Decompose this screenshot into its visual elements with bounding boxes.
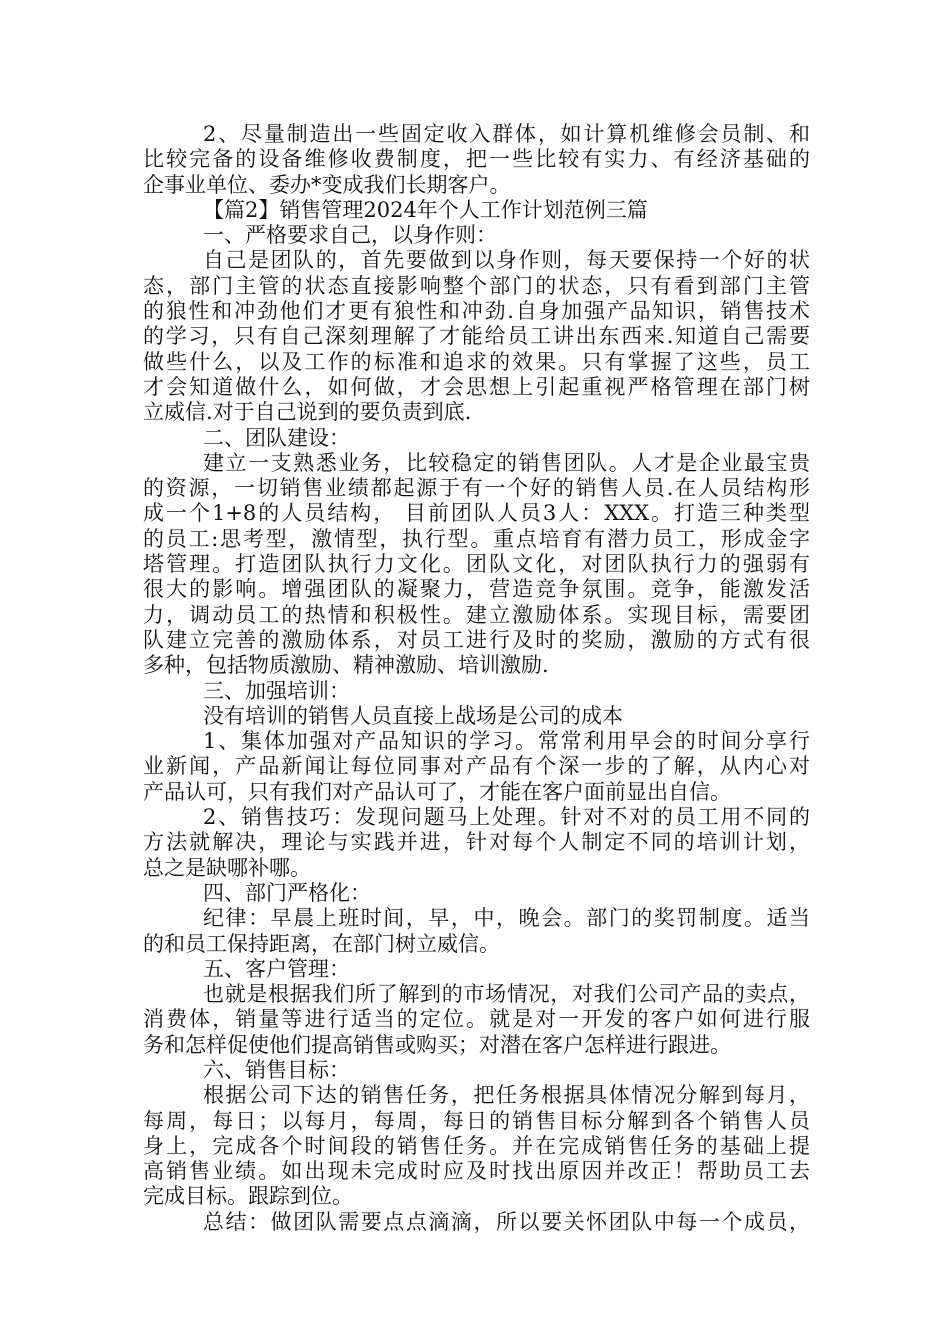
text-line: 1、集体加强对产品知识的学习。常常利用早会的时间分享行	[203, 729, 810, 754]
text-line: 每周，每日；以每月，每周，每日的销售目标分解到各个销售人员	[143, 1108, 810, 1133]
text-line: 企事业单位、委办*变成我们长期客户。	[143, 172, 511, 197]
text-line: 一、严格要求自己，以身作则：	[203, 223, 497, 248]
text-line: 力，调动员工的热情和积极性。建立激励体系。实现目标，需要团	[143, 602, 810, 627]
text-line: 比较完备的设备维修收费制度，把一些比较有实力、有经济基础的	[143, 147, 810, 172]
text-line: 总结：做团队需要点点滴滴，所以要关怀团队中每一个成员，	[203, 1209, 810, 1234]
text-line: 六、销售目标：	[203, 1057, 350, 1082]
text-line: 很大的影响。增强团队的凝聚力，营造竞争氛围。竞争，能激发活	[143, 577, 810, 602]
text-line: 身上，完成各个时间段的销售任务。并在完成销售任务的基础上提	[143, 1133, 810, 1158]
text-line: 2、销售技巧：发现问题马上处理。针对不对的员工用不同的	[203, 805, 810, 830]
text-line: 纪律：早晨上班时间，早，中，晚会。部门的奖罚制度。适当	[203, 906, 810, 931]
text-line: 塔管理。打造团队执行力文化。团队文化，对团队执行力的强弱有	[143, 552, 810, 577]
text-line: 的狼性和冲劲他们才更有狼性和冲劲.自身加强产品知识，销售技术	[143, 299, 810, 324]
text-line: 2、尽量制造出一些固定收入群体，如计算机维修会员制、和	[203, 122, 810, 146]
document-page	[143, 122, 810, 1235]
text-line: 产品认可，只有我们对产品认可了，才能在客户面前显出自信。	[143, 779, 731, 804]
text-line: 的资源，一切销售业绩都起源于有一个好的销售人员.在人员结构形	[143, 476, 810, 501]
text-line: 方法就解决，理论与实践并进，针对每个人制定不同的培训计划，	[143, 830, 810, 855]
text-line: 队建立完善的激励体系，对员工进行及时的奖励，激励的方式有很	[143, 627, 810, 652]
text-line: 务和怎样促使他们提高销售或购买；对潜在客户怎样进行跟进。	[143, 1032, 731, 1057]
text-line: 才会知道做什么，如何做，才会思想上引起重视严格管理在部门树	[143, 374, 810, 399]
text-line: 态，部门主管的状态直接影响整个部门的状态，只有看到部门主管	[143, 273, 810, 298]
text-line: 【篇2】销售管理2024年个人工作计划范例三篇	[203, 197, 648, 222]
text-line: 二、团队建设：	[203, 425, 350, 450]
text-line: 的和员工保持距离，在部门树立威信。	[143, 931, 500, 956]
text-line: 立威信.对于自己说到的要负责到底.	[143, 400, 472, 425]
text-line: 四、部门严格化：	[203, 880, 371, 905]
text-line: 多种，包括物质激励、精神激励、培训激励.	[143, 653, 549, 678]
text-line: 的员工:思考型，激情型，执行型。重点培育有潜力员工，形成金字	[143, 526, 810, 551]
text-line: 业新闻，产品新闻让每位同事对产品有个深一步的了解，从内心对	[143, 754, 810, 779]
text-line: 的学习，只有自己深刻理解了才能给员工讲出东西来.知道自己需要	[143, 324, 810, 349]
text-line: 高销售业绩。如出现未完成时应及时找出原因并改正！帮助员工去	[143, 1159, 810, 1184]
text-line: 完成目标。跟踪到位。	[143, 1184, 353, 1209]
text-line: 消费体，销量等进行适当的定位。就是对一开发的客户如何进行服	[143, 1007, 810, 1032]
text-line: 成一个1+8的人员结构， 目前团队人员3人：XXX。打造三种类型	[143, 501, 810, 526]
text-line: 根据公司下达的销售任务，把任务根据具体情况分解到每月，	[203, 1083, 810, 1108]
text-line: 五、客户管理：	[203, 956, 350, 981]
text-line: 也就是根据我们所了解到的市场情况，对我们公司产品的卖点，	[203, 982, 810, 1007]
text-line: 自己是团队的，首先要做到以身作则，每天要保持一个好的状	[203, 248, 810, 273]
text-line: 总之是缺哪补哪。	[143, 855, 311, 880]
text-line: 没有培训的销售人员直接上战场是公司的成本	[203, 703, 623, 728]
text-line: 三、加强培训：	[203, 678, 350, 703]
text-line: 做些什么，以及工作的标准和追求的效果。只有掌握了这些，员工	[143, 349, 810, 374]
text-line: 建立一支熟悉业务，比较稳定的销售团队。人才是企业最宝贵	[203, 450, 810, 475]
